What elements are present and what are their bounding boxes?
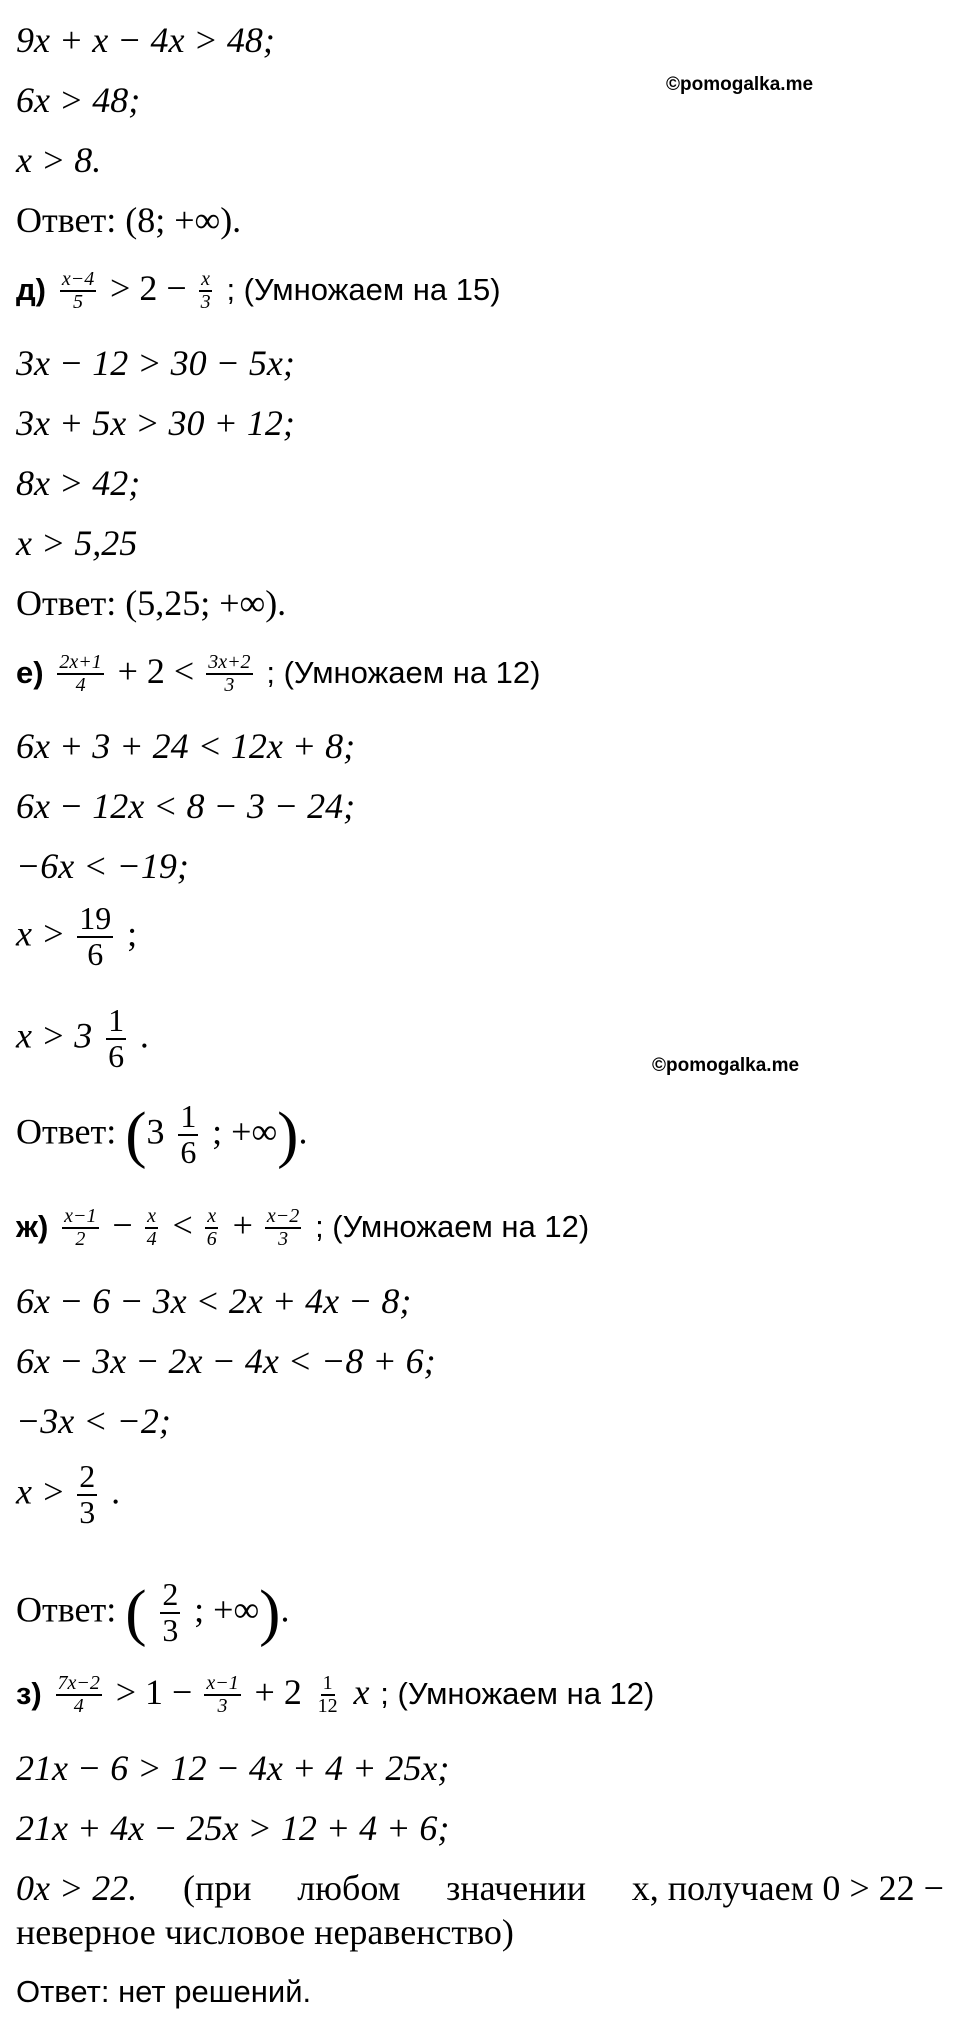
- answer-prefix: Ответ:: [16, 583, 126, 623]
- step-line-fraction: x > $\frac{2}{3}$ .: [16, 1458, 121, 1530]
- fraction: $\frac{2}{3}$: [162, 1576, 179, 1648]
- answer-value: (8; +∞).: [125, 200, 242, 240]
- step-line: 6x − 6 − 3x < 2x + 4x − 8;: [16, 1281, 412, 1321]
- problem-label: д): [16, 272, 47, 307]
- problem-e-header: [16, 651, 540, 696]
- step-line: 21x − 6 > 12 − 4x + 4 + 25x;: [16, 1748, 450, 1788]
- step-line: 21x + 4x − 25x > 12 + 4 + 6;: [16, 1808, 450, 1848]
- step-line: −6x < −19;: [16, 846, 189, 886]
- answer-value: (5,25; +∞).: [125, 583, 287, 623]
- problem-zh-header: ж) $\frac{x-1}{2}$ − $\frac{x}{4}$ < $\frac{x}{6}$ + $\frac{x-2}{3}$ ; (Умножаем на 12): [16, 1205, 590, 1250]
- fraction: $\frac{x}{6}$: [206, 1205, 217, 1250]
- step-line: 3x + 5x > 30 + 12;: [16, 403, 295, 443]
- step-line: 3x − 12 > 30 − 5x;: [16, 343, 295, 383]
- answer-line: Ответ: ( $\frac{2}{3}$ ; +∞).: [16, 1576, 290, 1648]
- step-line: неверное числовое неравенство): [16, 1912, 514, 1952]
- problem-label: ж): [16, 1209, 49, 1244]
- step-line-fraction: x > $\frac{19}{6}$ ;: [16, 900, 138, 972]
- problem-z-header: з) $\frac{7x-2}{4}$ > 1 − $\frac{x-1}{3}$ + 2 $\frac{1}{12}$ x ; (Умножаем на 12): [16, 1672, 655, 1717]
- answer-line: [16, 583, 286, 624]
- fraction: $\frac{1}{6}$: [108, 1002, 125, 1074]
- step-line: 6x − 12x < 8 − 3 − 24;: [16, 786, 356, 826]
- multiply-note: ; (Умножаем на 12): [315, 1209, 590, 1244]
- watermark-middle: ©pomogalka.me: [652, 1055, 800, 1076]
- fraction: $\frac{1}{6}$: [180, 1098, 197, 1170]
- problem-label: е): [16, 655, 44, 690]
- fraction: $\frac{7x-2}{4}$: [57, 1672, 100, 1717]
- answer-line: Ответ: (3 $\frac{1}{6}$ ; +∞).: [16, 1098, 308, 1170]
- answer-prefix: Ответ:: [16, 1111, 126, 1152]
- answer-line: [16, 200, 241, 241]
- fraction: $\frac{x-1}{3}$: [206, 1672, 239, 1717]
- answer-prefix: Ответ:: [16, 200, 126, 240]
- step-line: 6x + 3 + 24 < 12x + 8;: [16, 726, 356, 766]
- step-line: x > 8.: [16, 140, 102, 180]
- step-line: 9x + x − 4x > 48;: [16, 20, 275, 60]
- step-line: x > 5,25: [16, 523, 138, 563]
- step-line-justified: 0x > 22. (при любом значении x, получаем 0 > 22 −: [16, 1868, 944, 1908]
- fraction: $\frac{x}{4}$: [146, 1205, 157, 1250]
- step-line-mixed: x > 3 $\frac{1}{6}$ .: [16, 1002, 149, 1074]
- problem-d-header: [16, 268, 501, 313]
- fraction: $\frac{1}{12}$: [317, 1672, 338, 1717]
- multiply-note: ; (Умножаем на 12): [266, 655, 541, 690]
- watermark-top: ©pomogalka.me: [666, 74, 814, 95]
- multiply-note: ; (Умножаем на 15): [226, 272, 501, 307]
- step-line: −3x < −2;: [16, 1401, 171, 1441]
- expression-part: > 2 −: [110, 268, 196, 308]
- answer-prefix: Ответ:: [16, 1589, 126, 1630]
- fraction: $\frac{2x+1}{4}$: [59, 651, 102, 696]
- fraction: $\frac{x-4}{5}$: [61, 268, 95, 313]
- answer-line: Ответ: нет решений.: [16, 1974, 312, 2009]
- fraction: $\frac{x-2}{3}$: [266, 1205, 300, 1250]
- fraction: $\frac{x}{3}$: [200, 268, 211, 313]
- expression-part: + 2 <: [117, 651, 204, 691]
- fraction: $\frac{x-1}{2}$: [64, 1205, 97, 1250]
- step-line: 6x > 48;: [16, 80, 141, 120]
- step-line: 6x − 3x − 2x − 4x < −8 + 6;: [16, 1341, 436, 1381]
- step-line: 8x > 42;: [16, 463, 141, 503]
- fraction: $\frac{19}{6}$: [79, 900, 112, 972]
- fraction: $\frac{3x+2}{3}$: [208, 651, 251, 696]
- problem-label: з): [16, 1676, 42, 1711]
- multiply-note: ; (Умножаем на 12): [380, 1676, 655, 1711]
- fraction: $\frac{2}{3}$: [79, 1458, 96, 1530]
